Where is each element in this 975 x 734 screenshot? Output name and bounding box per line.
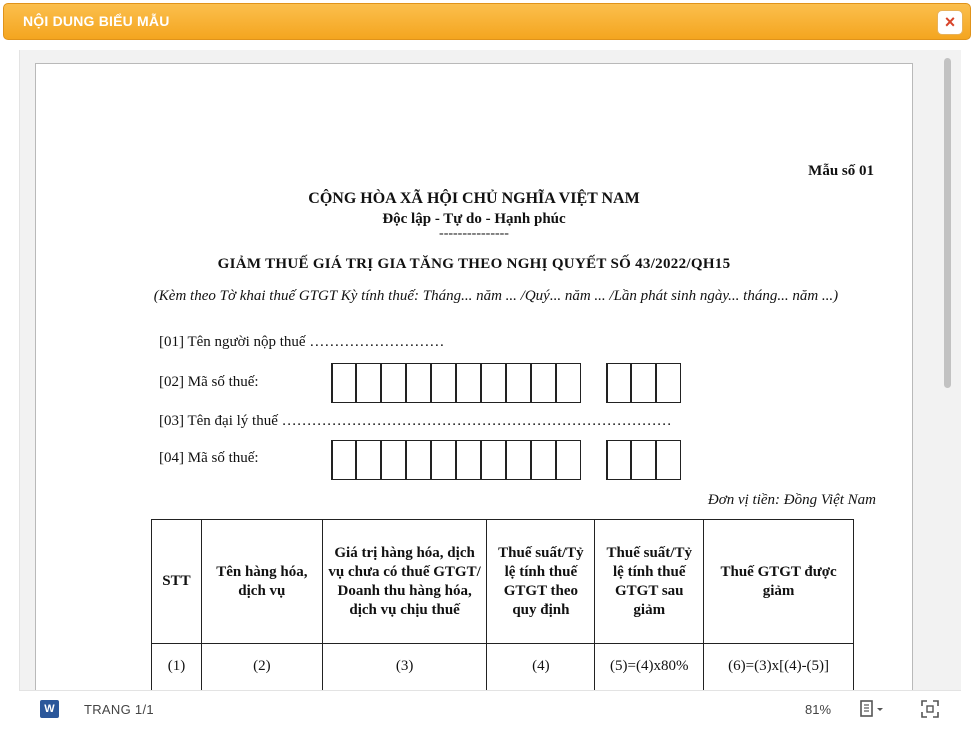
tax-code-box (556, 440, 581, 480)
tax-code-suffix-boxes (606, 363, 681, 403)
agent-tax-code-suffix-boxes (606, 440, 681, 480)
table-cell: (3) (322, 644, 487, 691)
agent-tax-code-boxes (331, 440, 581, 480)
tax-code-box (406, 440, 431, 480)
tax-code-box (431, 440, 456, 480)
word-document-icon: W (40, 700, 59, 718)
nation-heading: CỘNG HÒA XÃ HỘI CHỦ NGHĨA VIỆT NAM (308, 190, 640, 207)
table-cell: (2) (201, 644, 322, 691)
tax-code-box (631, 363, 656, 403)
motto: Độc lập - Tự do - Hạnh phúc (382, 211, 566, 227)
tax-code-box (431, 363, 456, 403)
tax-code-box (606, 363, 631, 403)
page-indicator: TRANG 1/1 (84, 702, 154, 717)
vertical-scrollbar[interactable] (944, 58, 951, 388)
tax-code-box (356, 363, 381, 403)
table-header-cell: Thuế suất/Tỷ lệ tính thuế GTGT sau giảm (595, 520, 704, 644)
table-cell: (6)=(3)x[(4)-(5)] (704, 644, 854, 691)
tax-code-box (456, 363, 481, 403)
field-tax-code: [02] Mã số thuế: (159, 374, 259, 390)
dialog-header (3, 3, 971, 40)
close-icon: × (944, 12, 956, 32)
tax-code-box (656, 440, 681, 480)
fit-screen-icon[interactable] (920, 699, 940, 719)
tax-code-box (381, 363, 406, 403)
table-header-cell: Giá trị hàng hóa, dịch vụ chưa có thuế GTGT/ Doanh thu hàng hóa, dịch vụ chịu thuế (322, 520, 487, 644)
table-header-cell: Tên hàng hóa, dịch vụ (201, 520, 322, 644)
table-cell: (1) (152, 644, 202, 691)
separator: --------------- (439, 226, 509, 241)
tax-code-box (656, 363, 681, 403)
zoom-level[interactable]: 81% (805, 702, 832, 717)
tax-code-box (506, 363, 531, 403)
tax-code-box (456, 440, 481, 480)
tax-code-boxes (331, 363, 581, 403)
field-agent-tax-code: [04] Mã số thuế: (159, 450, 259, 466)
tax-code-box (556, 363, 581, 403)
table-header-cell: Thuế GTGT được giảm (704, 520, 854, 644)
tax-code-box (606, 440, 631, 480)
tax-code-box (531, 440, 556, 480)
tax-code-box (531, 363, 556, 403)
tax-reduction-table (151, 519, 854, 690)
tax-code-box (481, 363, 506, 403)
field-tax-agent-name: [03] Tên đại lý thuế …………………………………………………………………… (159, 413, 672, 429)
currency-unit: Đơn vị tiền: Đồng Việt Nam (707, 492, 876, 508)
page-view-icon[interactable] (859, 699, 885, 719)
dialog-title: NỘI DUNG BIỂU MẪU (23, 13, 170, 29)
form-number: Mẫu số 01 (808, 163, 874, 179)
viewer-toolbar (19, 690, 961, 728)
tax-code-box (406, 363, 431, 403)
table-row (152, 644, 854, 691)
tax-code-box (381, 440, 406, 480)
document-viewer[interactable] (19, 50, 961, 690)
document-title: GIẢM THUẾ GIÁ TRỊ GIA TĂNG THEO NGHỊ QUYẾT SỐ 43/2022/QH15 (217, 256, 731, 272)
table-header-row (152, 520, 854, 644)
document-subtitle: (Kèm theo Tờ khai thuế GTGT Kỳ tính thuế: Tháng... năm ... /Quý... năm ... /Lần phát sinh ngày... tháng... năm ...) (153, 288, 839, 304)
table-cell: (5)=(4)x80% (595, 644, 704, 691)
table-header-cell: Thuế suất/Tỷ lệ tính thuế GTGT theo quy định (487, 520, 595, 644)
tax-code-box (481, 440, 506, 480)
tax-code-box (506, 440, 531, 480)
tax-code-box (356, 440, 381, 480)
table-header-cell: STT (152, 520, 202, 644)
field-taxpayer-name: [01] Tên người nộp thuế ……………………… (159, 334, 445, 350)
tax-code-box (331, 363, 356, 403)
tax-code-box (331, 440, 356, 480)
tax-code-box (631, 440, 656, 480)
document-page (35, 63, 913, 690)
table-cell: (4) (487, 644, 595, 691)
close-button[interactable] (937, 10, 963, 35)
